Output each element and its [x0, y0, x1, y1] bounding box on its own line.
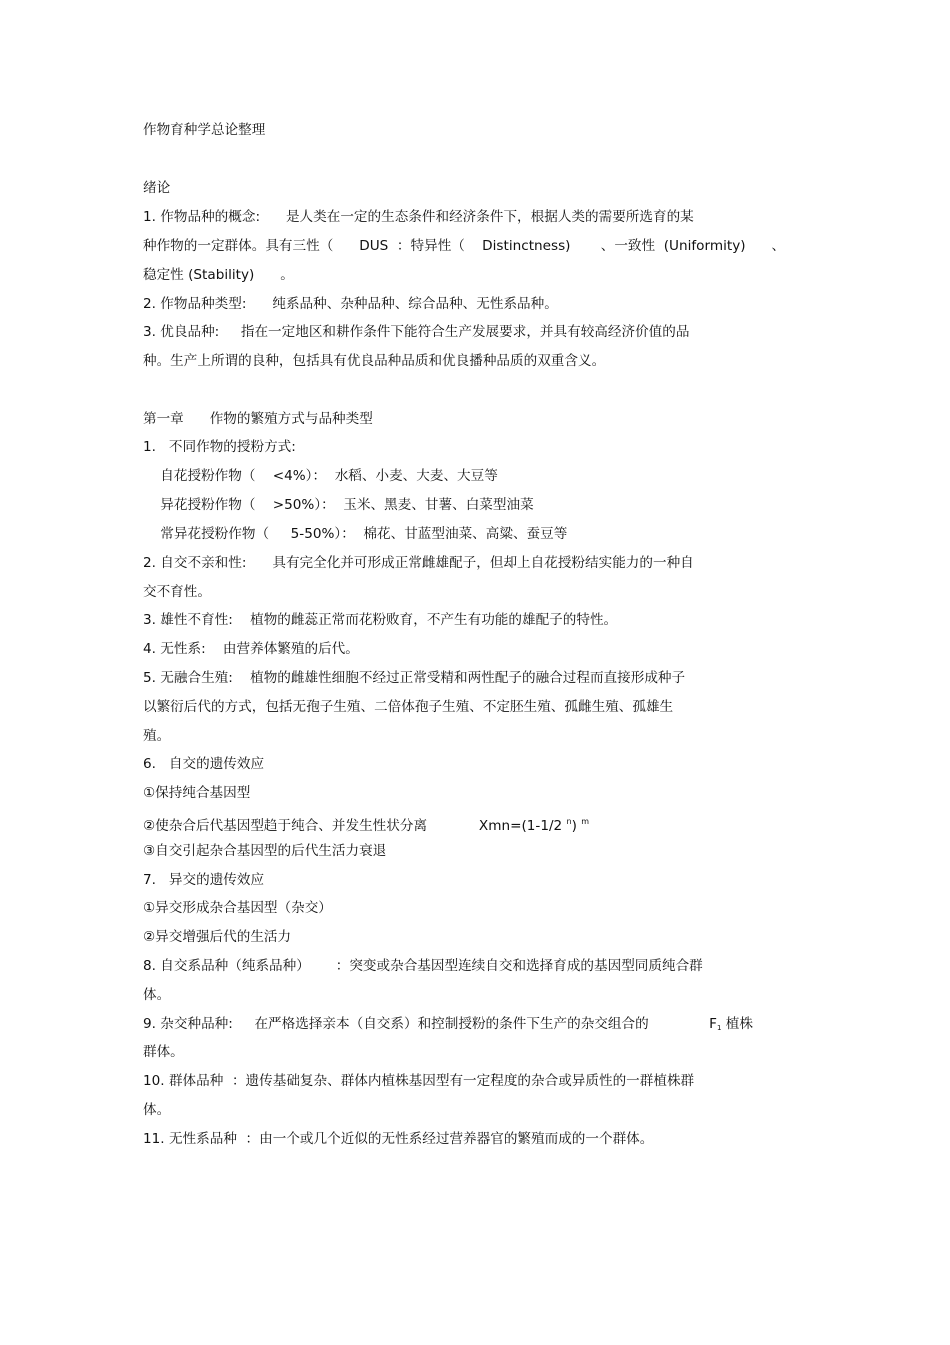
text-line: 以繁衍后代的方式，包括无孢子生殖、二倍体孢子生殖、不定胚生殖、孤雌生殖、孤雄生 — [143, 699, 674, 715]
text-line: 5. 无融合生殖: 植物的雌雄性细胞不经过正常受精和两性配子的融合过程而直接形成种子 — [143, 670, 686, 686]
formula-superscript-n: n — [566, 817, 572, 826]
formula-line — [143, 813, 589, 835]
text-line: 1. 作物品种的概念: 是人类在一定的生态条件和经济条件下，根据人类的需要所选育的某 — [143, 209, 694, 225]
text-line: 4. 无性系: 由营养体繁殖的后代。 — [143, 641, 359, 657]
text-line: 自花授粉作物（ <4%）： 水稻、小麦、大麦、大豆等 — [143, 468, 498, 484]
text-line: 8. 自交系品种（纯系品种） ：突变或杂合基因型连续自交和选择育成的基因型同质纯合群 — [143, 958, 703, 974]
subscript-1: 1 — [716, 1024, 722, 1032]
text-line: 6. 自交的遗传效应 — [143, 756, 265, 772]
document-title: 作物育种学总论整理 — [143, 122, 266, 138]
formula-text: ) — [571, 818, 582, 834]
text-line: 稳定性 (Stability) 。 — [143, 267, 294, 283]
text-line — [143, 1015, 753, 1037]
text-segment: 9. 杂交种品种: 在严格选择亲本（自交系）和控制授粉的条件下生产的杂交组合的 F — [143, 1016, 717, 1032]
text-line: ①异交形成杂合基因型（杂交） — [143, 900, 332, 916]
text-line: 异花授粉作物（ >50%）： 玉米、黑麦、甘薯、白菜型油菜 — [143, 497, 534, 513]
text-line: 3. 雄性不育性: 植物的雌蕊正常而花粉败育，不产生有功能的雄配子的特性。 — [143, 612, 618, 628]
text-line: 种。生产上所谓的良种，包括具有优良品种品质和优良播种品质的双重含义。 — [143, 353, 606, 369]
text-line: 交不育性。 — [143, 584, 211, 600]
text-line: ①保持纯合基因型 — [143, 785, 251, 801]
text-line: 7. 异交的遗传效应 — [143, 872, 265, 888]
formula-text: ②使杂合后代基因型趋于纯合、并发生性状分离 Xmn=(1-1/2 — [143, 818, 567, 834]
text-line: 体。 — [143, 987, 171, 1003]
text-line: 体。 — [143, 1102, 171, 1118]
text-line: 11. 无性系品种 ：由一个或几个近似的无性系经过营养器官的繁殖而成的一个群体。 — [143, 1131, 654, 1147]
section-heading-intro: 绪论 — [143, 180, 171, 196]
text-line: 2. 自交不亲和性: 具有完全化并可形成正常雌雄配子，但却上自花授粉结实能力的一种自 — [143, 555, 694, 571]
text-line: 1. 不同作物的授粉方式: — [143, 439, 296, 455]
section-heading-chapter-1: 第一章 作物的繁殖方式与品种类型 — [143, 411, 373, 427]
text-line: 2. 作物品种类型: 纯系品种、杂种品种、综合品种、无性系品种。 — [143, 296, 558, 312]
text-line: ②异交增强后代的生活力 — [143, 929, 292, 945]
text-segment: 植株 — [721, 1016, 753, 1032]
text-line: 殖。 — [143, 728, 171, 744]
text-line: 群体。 — [143, 1044, 184, 1060]
text-line: ③自交引起杂合基因型的后代生活力衰退 — [143, 843, 387, 859]
text-line: 10. 群体品种 ：遗传基础复杂、群体内植株基因型有一定程度的杂合或异质性的一群植株群 — [143, 1073, 695, 1089]
text-line: 3. 优良品种: 指在一定地区和耕作条件下能符合生产发展要求，并具有较高经济价值的品 — [143, 324, 690, 340]
text-line: 常异花授粉作物（ 5-50%）： 棉花、甘蓝型油菜、高粱、蚕豆等 — [143, 526, 568, 542]
text-line: 种作物的一定群体。具有三性（ DUS ：特异性（ Distinctness) 、一致性 (Uniformity) 、 — [143, 238, 786, 254]
formula-superscript-m: m — [581, 817, 590, 826]
